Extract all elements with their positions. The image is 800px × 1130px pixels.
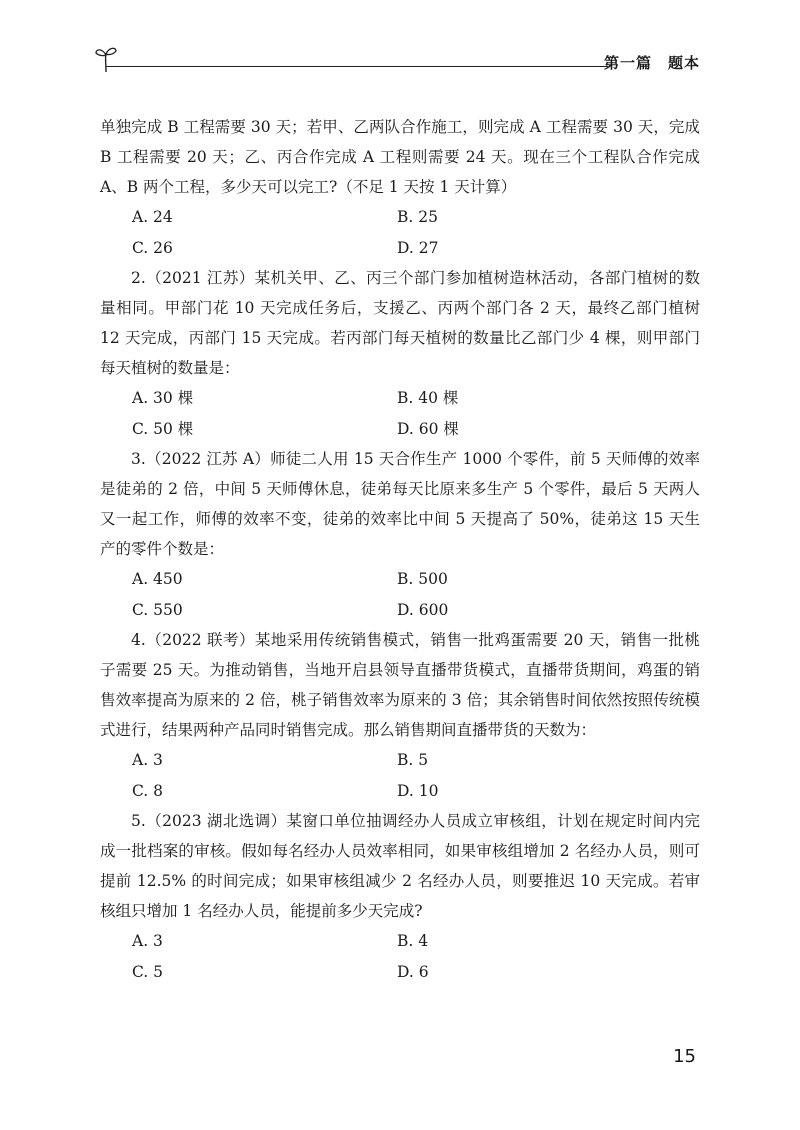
- answer-options: [100, 383, 700, 444]
- question-block: [100, 263, 700, 444]
- option-a: A. 3: [132, 932, 163, 950]
- option-b: B. 5: [397, 751, 429, 769]
- option-a: A. 30 棵: [132, 389, 194, 407]
- option-c: C. 50 棵: [132, 419, 194, 438]
- option-b: B. 4: [397, 932, 429, 950]
- option-b: B. 40 棵: [397, 389, 459, 407]
- option-b: B. 25: [397, 208, 438, 226]
- option-a: A. 24: [132, 208, 173, 226]
- option-a: A. 3: [132, 751, 163, 769]
- section-title: 第一篇 题本: [603, 54, 700, 72]
- answer-options: [100, 745, 700, 806]
- question-text: 4.（2022 联考）某地采用传统销售模式，销售一批鸡蛋需要 20 天，销售一批桃子需要 25 天。为推动销售，当地开启县领导直播带货模式，直播带货期间，鸡蛋的销售效率提高为原来的 2 倍，桃子销售效率为原来的 3 倍；其余销售时间依然按照传统模式进行，结果两种产品同时销售完成。那么销售期间直播带货的天数为：: [100, 631, 700, 739]
- sprout-icon: [94, 44, 118, 78]
- answer-options: [100, 202, 700, 263]
- option-d: D. 60 棵: [397, 419, 459, 438]
- page-number: 15: [673, 1046, 696, 1067]
- option-c: C. 26: [132, 238, 173, 257]
- question-block: [100, 444, 700, 625]
- option-a: A. 450: [132, 570, 183, 588]
- question-text-continued: 单独完成 B 工程需要 30 天；若甲、乙两队合作施工，则完成 A 工程需要 30 天，完成 B 工程需要 20 天；乙、丙合作完成 A 工程则需要 24 天。现在三个工程队合作完成 A、B 两个工程，多少天可以完工?（不足 1 天按 1 天计算）: [100, 118, 700, 196]
- option-c: C. 550: [132, 600, 183, 619]
- header-rule: [106, 66, 608, 67]
- option-d: D. 27: [397, 238, 439, 257]
- question-block: [100, 625, 700, 806]
- option-c: C. 5: [132, 962, 164, 981]
- option-b: B. 500: [397, 570, 448, 588]
- question-block: [100, 112, 700, 263]
- question-text: 3.（2022 江苏 A）师徒二人用 15 天合作生产 1000 个零件，前 5 天师傅的效率是徒弟的 2 倍，中间 5 天师傅休息，徒弟每天比原来多生产 5 个零件，最后 5 天两人又一起工作，师傅的效率不变，徒弟的效率比中间 5 天提高了 50%，徒弟这 15 天生产的零件个数是：: [100, 450, 700, 558]
- page-content: [100, 112, 700, 987]
- answer-options: [100, 564, 700, 625]
- option-c: C. 8: [132, 781, 164, 800]
- option-d: D. 6: [397, 962, 429, 981]
- question-text: 2.（2021 江苏）某机关甲、乙、丙三个部门参加植树造林活动，各部门植树的数量相同。甲部门花 10 天完成任务后，支援乙、丙两个部门各 2 天，最终乙部门植树 12 天完成，丙部门 15 天完成。若丙部门每天植树的数量比乙部门少 4 棵，则甲部门每天植树的数量是：: [100, 269, 700, 377]
- option-d: D. 600: [397, 600, 449, 619]
- option-d: D. 10: [397, 781, 439, 800]
- page-header: [94, 44, 700, 80]
- question-block: [100, 806, 700, 987]
- answer-options: [100, 926, 700, 987]
- question-text: 5.（2023 湖北选调）某窗口单位抽调经办人员成立审核组，计划在规定时间内完成一批档案的审核。假如每名经办人员效率相同，如果审核组增加 2 名经办人员，则可提前 12.5% 的时间完成；如果审核组减少 2 名经办人员，则要推迟 10 天完成。若审核组只增加 1 名经办人员，能提前多少天完成?: [100, 812, 700, 920]
